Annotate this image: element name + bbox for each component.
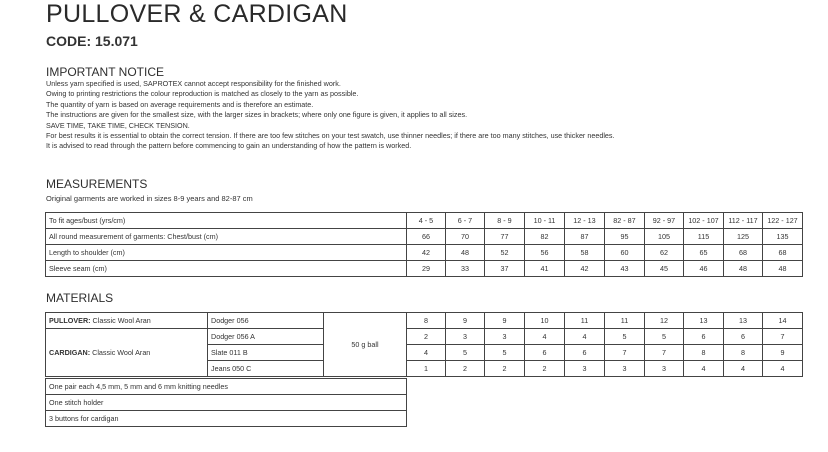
materials-row bbox=[46, 313, 803, 329]
value-cell: 5 bbox=[446, 345, 485, 361]
value-cell: 37 bbox=[485, 261, 525, 277]
value-cell: 52 bbox=[485, 245, 525, 261]
value-cell: 42 bbox=[565, 261, 605, 277]
value-cell: 5 bbox=[485, 345, 525, 361]
size-cell: 8 - 9 bbox=[485, 213, 525, 229]
accessories-table bbox=[45, 378, 407, 427]
value-cell: 4 bbox=[525, 329, 565, 345]
accessory-row bbox=[46, 411, 407, 427]
value-cell: 95 bbox=[605, 229, 645, 245]
notice-line: The instructions are given for the smallest size, with the larger sizes in brackets; where only one figure is given, it applies to all sizes. bbox=[46, 110, 468, 120]
value-cell: 8 bbox=[407, 313, 446, 329]
value-cell: 2 bbox=[485, 361, 525, 377]
value-cell: 46 bbox=[684, 261, 724, 277]
measurement-label: Sleeve seam (cm) bbox=[46, 261, 407, 277]
value-cell: 65 bbox=[684, 245, 724, 261]
value-cell: 13 bbox=[684, 313, 724, 329]
value-cell: 70 bbox=[446, 229, 485, 245]
colour-cell: Dodger 056 A bbox=[208, 329, 324, 345]
value-cell: 1 bbox=[407, 361, 446, 377]
value-cell: 3 bbox=[645, 361, 684, 377]
value-cell: 5 bbox=[605, 329, 645, 345]
pullover-label-rest: Classic Wool Aran bbox=[90, 316, 151, 325]
value-cell: 6 bbox=[684, 329, 724, 345]
value-cell: 48 bbox=[446, 245, 485, 261]
value-cell: 4 bbox=[684, 361, 724, 377]
value-cell: 8 bbox=[684, 345, 724, 361]
ball-weight-cell: 50 g ball bbox=[324, 313, 407, 377]
page-title: PULLOVER & CARDIGAN bbox=[46, 0, 348, 28]
value-cell: 82 bbox=[525, 229, 565, 245]
value-cell: 66 bbox=[407, 229, 446, 245]
value-cell: 33 bbox=[446, 261, 485, 277]
value-cell: 5 bbox=[645, 329, 684, 345]
value-cell: 56 bbox=[525, 245, 565, 261]
measurement-row bbox=[46, 229, 803, 245]
value-cell: 48 bbox=[724, 261, 763, 277]
value-cell: 68 bbox=[724, 245, 763, 261]
value-cell: 135 bbox=[763, 229, 803, 245]
accessory-cell: One stitch holder bbox=[46, 395, 407, 411]
value-cell: 14 bbox=[763, 313, 803, 329]
cardigan-label-rest: Classic Wool Aran bbox=[90, 348, 151, 357]
materials-heading: MATERIALS bbox=[46, 291, 114, 305]
measurement-row bbox=[46, 245, 803, 261]
value-cell: 87 bbox=[565, 229, 605, 245]
value-cell: 105 bbox=[645, 229, 684, 245]
accessory-cell: 3 buttons for cardigan bbox=[46, 411, 407, 427]
value-cell: 7 bbox=[763, 329, 803, 345]
value-cell: 3 bbox=[446, 329, 485, 345]
value-cell: 4 bbox=[565, 329, 605, 345]
value-cell: 4 bbox=[407, 345, 446, 361]
measurement-row bbox=[46, 261, 803, 277]
size-cell: 82 - 87 bbox=[605, 213, 645, 229]
value-cell: 3 bbox=[485, 329, 525, 345]
value-cell: 42 bbox=[407, 245, 446, 261]
measurement-label: All round measurement of garments: Chest/bust (cm) bbox=[46, 229, 407, 245]
value-cell: 29 bbox=[407, 261, 446, 277]
size-cell: 10 - 11 bbox=[525, 213, 565, 229]
value-cell: 6 bbox=[565, 345, 605, 361]
value-cell: 45 bbox=[645, 261, 684, 277]
notice-line: SAVE TIME, TAKE TIME, CHECK TENSION. bbox=[46, 120, 190, 130]
size-cell: 12 - 13 bbox=[565, 213, 605, 229]
notice-heading: IMPORTANT NOTICE bbox=[46, 65, 165, 79]
materials-table bbox=[45, 312, 803, 377]
value-cell: 125 bbox=[724, 229, 763, 245]
cardigan-label-bold: CARDIGAN: bbox=[49, 348, 91, 357]
size-cell: 102 - 107 bbox=[684, 213, 724, 229]
pattern-code: CODE: 15.071 bbox=[46, 33, 138, 49]
cardigan-label bbox=[46, 329, 208, 377]
value-cell: 60 bbox=[605, 245, 645, 261]
value-cell: 11 bbox=[605, 313, 645, 329]
measurements-subtitle: Original garments are worked in sizes 8-9 years and 82-87 cm bbox=[46, 194, 253, 203]
value-cell: 48 bbox=[763, 261, 803, 277]
value-cell: 4 bbox=[724, 361, 763, 377]
value-cell: 10 bbox=[525, 313, 565, 329]
value-cell: 115 bbox=[684, 229, 724, 245]
colour-cell: Slate 011 B bbox=[208, 345, 324, 361]
notice-line: It is advised to read through the pattern before commencing to gain an understanding of how the pattern is worked. bbox=[46, 141, 412, 151]
size-cell: 4 - 5 bbox=[407, 213, 446, 229]
colour-cell: Dodger 056 bbox=[208, 313, 324, 329]
measurement-row bbox=[46, 213, 803, 229]
value-cell: 41 bbox=[525, 261, 565, 277]
size-cell: 112 - 117 bbox=[724, 213, 763, 229]
notice-line: For best results it is essential to obtain the correct tension. If there are too few stitches on your test swatch, use thinner needles; if there are too many stitches, use thicker needles. bbox=[46, 131, 615, 141]
accessory-row bbox=[46, 379, 407, 395]
materials-row bbox=[46, 329, 803, 345]
notice-line: Unless yarn specified is used, SAPROTEX cannot accept responsibility for the finished work. bbox=[46, 79, 341, 88]
size-cell: 92 - 97 bbox=[645, 213, 684, 229]
value-cell: 9 bbox=[485, 313, 525, 329]
measurements-heading: MEASUREMENTS bbox=[46, 177, 148, 191]
value-cell: 3 bbox=[565, 361, 605, 377]
pullover-label bbox=[46, 313, 208, 329]
value-cell: 12 bbox=[645, 313, 684, 329]
value-cell: 9 bbox=[446, 313, 485, 329]
value-cell: 9 bbox=[763, 345, 803, 361]
value-cell: 6 bbox=[724, 329, 763, 345]
value-cell: 7 bbox=[605, 345, 645, 361]
value-cell: 8 bbox=[724, 345, 763, 361]
value-cell: 62 bbox=[645, 245, 684, 261]
value-cell: 2 bbox=[525, 361, 565, 377]
pullover-label-bold: PULLOVER: bbox=[49, 316, 91, 325]
notice-line: Owing to printing restrictions the colour reproduction is matched as closely to the yarn as possible. bbox=[46, 89, 359, 99]
value-cell: 77 bbox=[485, 229, 525, 245]
measurement-label: Length to shoulder (cm) bbox=[46, 245, 407, 261]
value-cell: 2 bbox=[446, 361, 485, 377]
value-cell: 13 bbox=[724, 313, 763, 329]
value-cell: 58 bbox=[565, 245, 605, 261]
measurements-table bbox=[45, 212, 803, 277]
size-cell: 122 - 127 bbox=[763, 213, 803, 229]
accessory-row bbox=[46, 395, 407, 411]
value-cell: 4 bbox=[763, 361, 803, 377]
value-cell: 43 bbox=[605, 261, 645, 277]
value-cell: 68 bbox=[763, 245, 803, 261]
value-cell: 6 bbox=[525, 345, 565, 361]
size-cell: 6 - 7 bbox=[446, 213, 485, 229]
colour-cell: Jeans 050 C bbox=[208, 361, 324, 377]
value-cell: 3 bbox=[605, 361, 645, 377]
accessory-cell: One pair each 4,5 mm, 5 mm and 6 mm knitting needles bbox=[46, 379, 407, 395]
notice-line: The quantity of yarn is based on average requirements and is therefore an estimate. bbox=[46, 99, 314, 109]
value-cell: 11 bbox=[565, 313, 605, 329]
measurement-label: To fit ages/bust (yrs/cm) bbox=[46, 213, 407, 229]
value-cell: 2 bbox=[407, 329, 446, 345]
value-cell: 7 bbox=[645, 345, 684, 361]
notice-text bbox=[46, 79, 615, 152]
